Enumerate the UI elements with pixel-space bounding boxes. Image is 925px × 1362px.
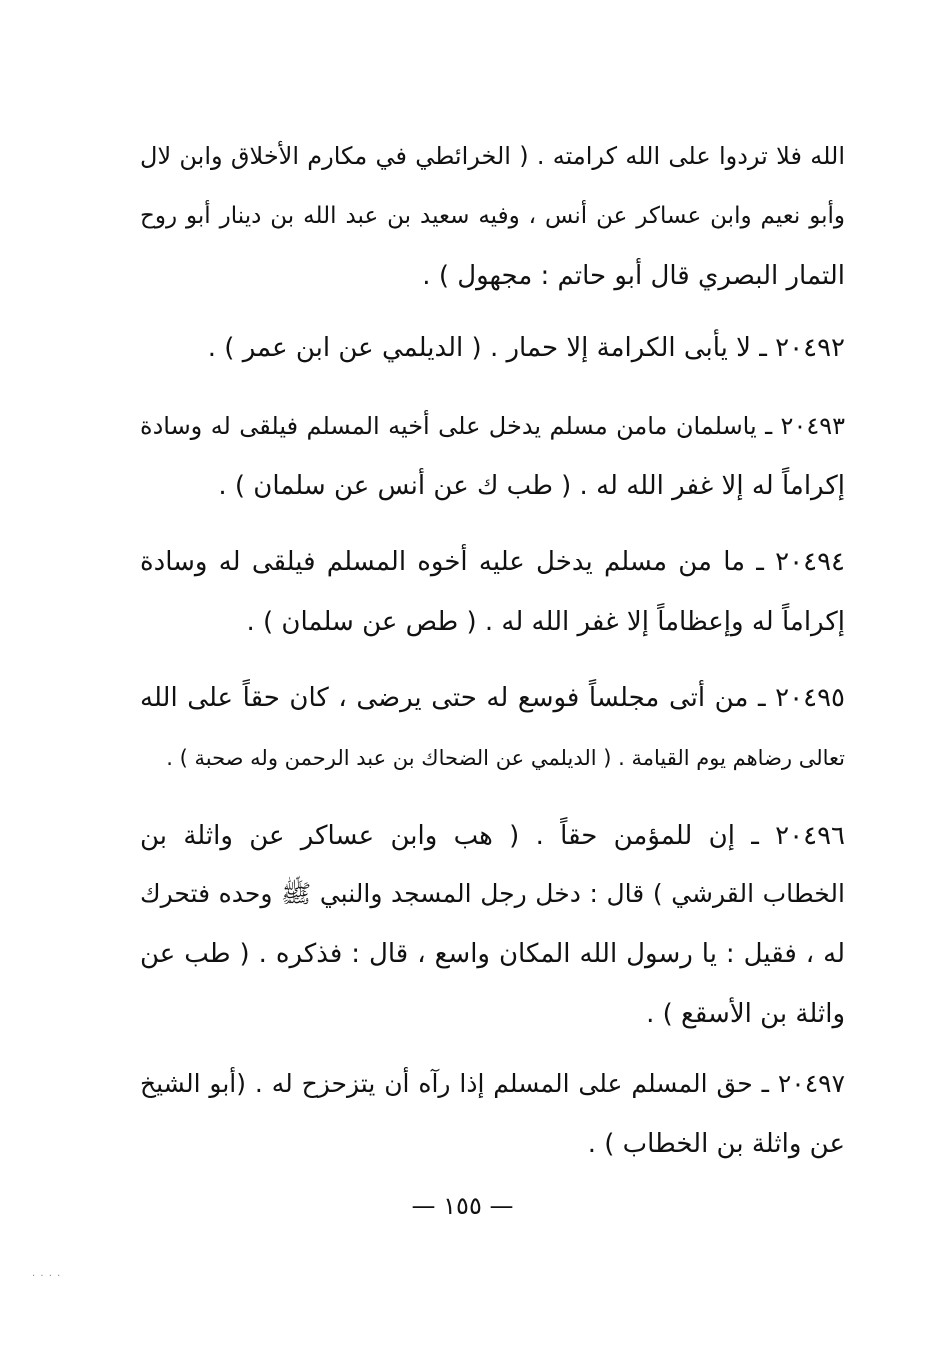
text-line: وأبو نعيم وابن عساكر عن أنس ، وفيه سعيد بن عبد الله بن دينار أبو روح xyxy=(140,203,845,229)
text-line: الله فلا تردوا على الله كرامته . ( الخرائطي في مكارم الأخلاق وابن لال xyxy=(140,142,845,170)
hadith-20497 xyxy=(140,1062,845,1172)
text-line: تعالى رضاهم يوم القيامة . ( الديلمي عن الضحاك بن عبد الرحمن وله صحبة ) . xyxy=(166,746,845,770)
text-line: واثلة بن الأسقع ) . xyxy=(646,999,845,1029)
text-line: إكراماً له وإعظاماً إلا غفر الله له . ( طص عن سلمان ) . xyxy=(246,607,845,637)
text-line: التمار البصري قال أبو حاتم : مجهول ) . xyxy=(422,261,845,291)
text-line: الخطاب القرشي ) قال : دخل رجل المسجد والنبي ﷺ وحده فتحرك xyxy=(140,879,845,908)
text-line: ٢٠٤٩٤ ـ ما من مسلم يدخل عليه أخوه المسلم فيلقى له وسادة xyxy=(140,547,845,577)
hadith-20493 xyxy=(140,402,845,512)
text-line: ٢٠٤٩٣ ـ ياسلمان مامن مسلم يدخل على أخيه المسلم فيلقى له وسادة xyxy=(140,412,845,440)
page-number: — ١٥٥ — xyxy=(411,1192,514,1220)
text-line: ٢٠٤٩٦ ـ إن للمؤمن حقاً . ( هب وابن عساكر عن واثلة بن xyxy=(140,821,845,851)
text-line: إكراماً له إلا غفر الله له . ( طب ك عن أنس عن سلمان ) . xyxy=(218,471,845,501)
hadith-20494 xyxy=(140,540,845,650)
hadith-20492 xyxy=(140,324,845,374)
text-line: ٢٠٤٩٧ ـ حق المسلم على المسلم إذا رآه أن يتزحزح له . (أبو الشيخ xyxy=(140,1069,845,1098)
hadith-20495 xyxy=(140,672,845,787)
paragraph xyxy=(140,128,845,291)
scan-speck: . . . . xyxy=(32,1268,62,1279)
text-line: له ، فقيل : يا رسول الله المكان واسع ، قال : فذكره . ( طب عن xyxy=(140,939,845,969)
text-line: عن واثلة بن الخطاب ) . xyxy=(587,1129,845,1159)
text-line: ٢٠٤٩٢ ـ لا يأبى الكرامة إلا حمار . ( الديلمي عن ابن عمر ) . xyxy=(207,333,845,363)
hadith-20496 xyxy=(140,814,845,1044)
text-line: ٢٠٤٩٥ ـ من أتى مجلساً فوسع له حتى يرضى ، كان حقاً على الله xyxy=(140,683,845,713)
